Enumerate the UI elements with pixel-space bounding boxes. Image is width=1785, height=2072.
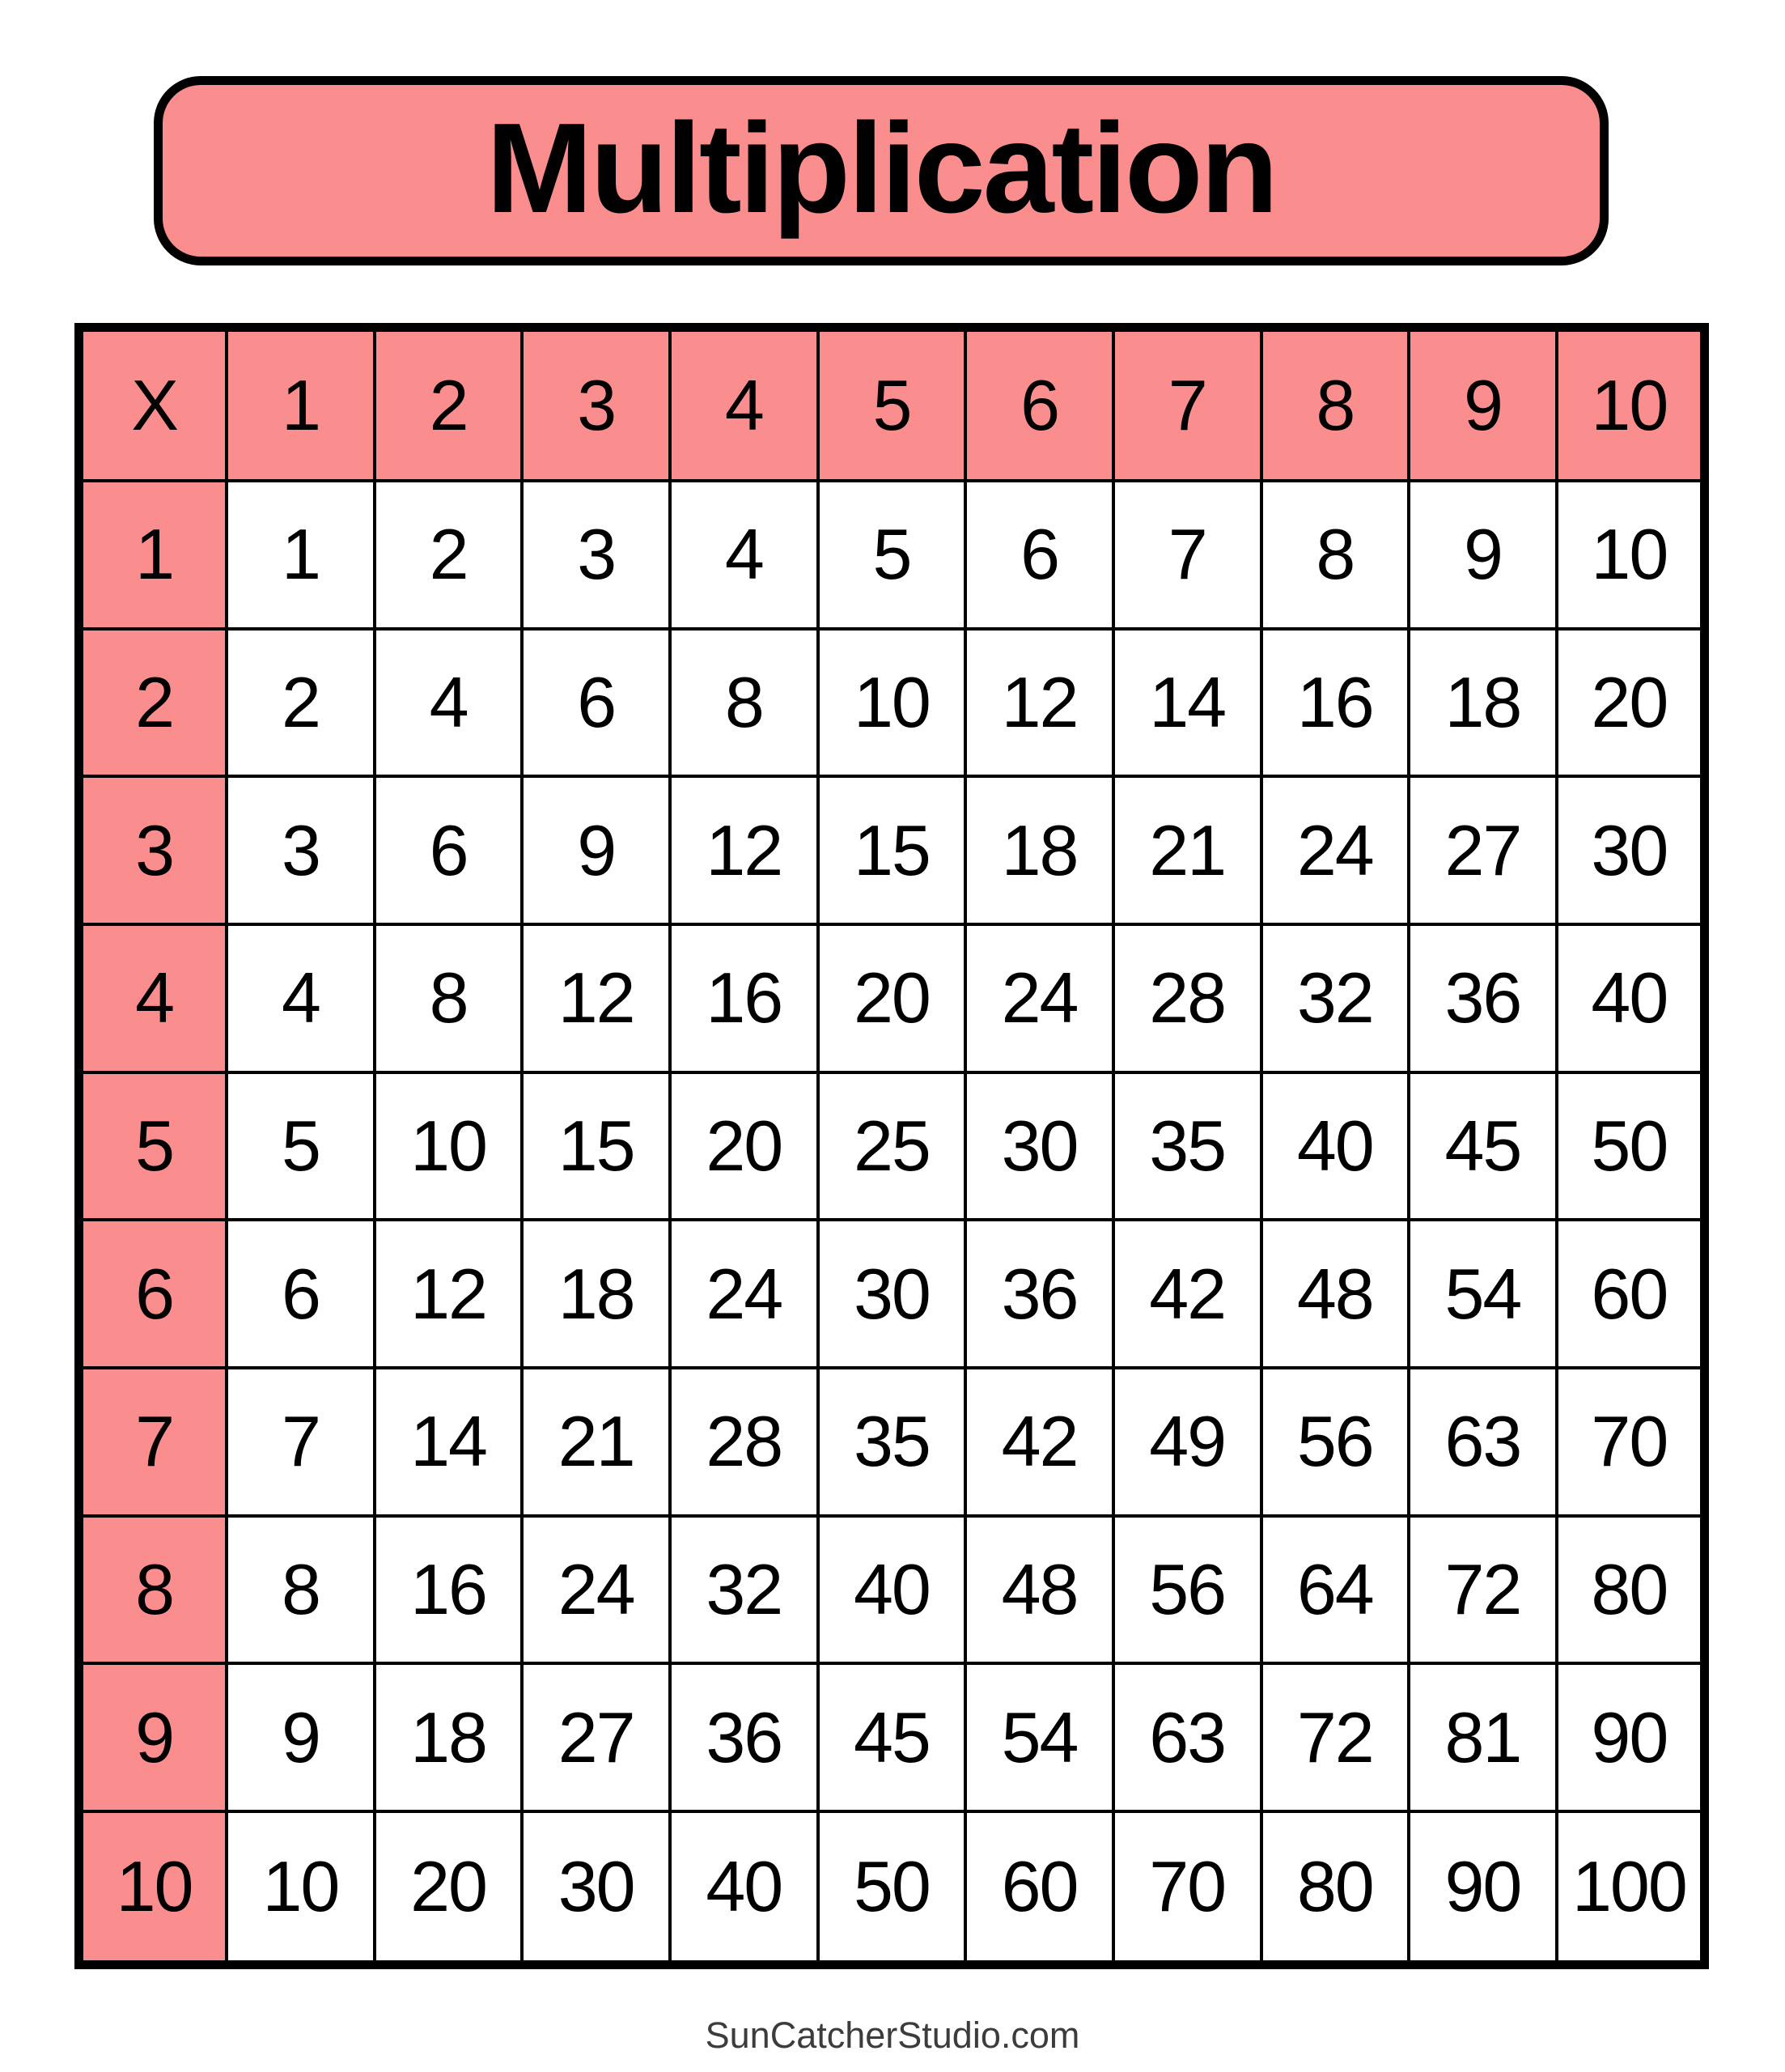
product-cell: 32 bbox=[1261, 924, 1410, 1072]
product-cell: 14 bbox=[1113, 629, 1261, 777]
product-cell: 50 bbox=[818, 1811, 966, 1965]
product-cell: 36 bbox=[1409, 924, 1557, 1072]
product-cell: 27 bbox=[522, 1663, 670, 1811]
product-cell: 35 bbox=[818, 1368, 966, 1516]
product-cell: 30 bbox=[965, 1072, 1113, 1221]
row-header-cell: 10 bbox=[79, 1811, 227, 1965]
product-cell: 12 bbox=[965, 629, 1113, 777]
product-cell: 9 bbox=[522, 776, 670, 924]
product-cell: 4 bbox=[227, 924, 375, 1072]
product-cell: 100 bbox=[1557, 1811, 1705, 1965]
product-cell: 81 bbox=[1409, 1663, 1557, 1811]
product-cell: 56 bbox=[1261, 1368, 1410, 1516]
product-cell: 36 bbox=[965, 1220, 1113, 1368]
product-cell: 54 bbox=[1409, 1220, 1557, 1368]
product-cell: 6 bbox=[375, 776, 523, 924]
product-cell: 20 bbox=[375, 1811, 523, 1965]
product-cell: 30 bbox=[818, 1220, 966, 1368]
product-cell: 72 bbox=[1261, 1663, 1410, 1811]
product-cell: 4 bbox=[670, 481, 818, 629]
table-row bbox=[79, 924, 1705, 1072]
column-header-cell: 6 bbox=[965, 328, 1113, 482]
product-cell: 45 bbox=[818, 1663, 966, 1811]
product-cell: 40 bbox=[1557, 924, 1705, 1072]
row-header-cell: 4 bbox=[79, 924, 227, 1072]
product-cell: 10 bbox=[818, 629, 966, 777]
product-cell: 70 bbox=[1557, 1368, 1705, 1516]
product-cell: 60 bbox=[965, 1811, 1113, 1965]
product-cell: 9 bbox=[1409, 481, 1557, 629]
product-cell: 2 bbox=[375, 481, 523, 629]
table-row bbox=[79, 1072, 1705, 1221]
column-header-cell: 1 bbox=[227, 328, 375, 482]
product-cell: 35 bbox=[1113, 1072, 1261, 1221]
product-cell: 24 bbox=[670, 1220, 818, 1368]
product-cell: 56 bbox=[1113, 1516, 1261, 1664]
product-cell: 63 bbox=[1409, 1368, 1557, 1516]
product-cell: 48 bbox=[965, 1516, 1113, 1664]
product-cell: 6 bbox=[522, 629, 670, 777]
table-row bbox=[79, 481, 1705, 629]
product-cell: 48 bbox=[1261, 1220, 1410, 1368]
footer-credit: SunCatcherStudio.com bbox=[705, 2015, 1080, 2056]
product-cell: 5 bbox=[818, 481, 966, 629]
multiplication-table bbox=[74, 323, 1709, 1969]
product-cell: 32 bbox=[670, 1516, 818, 1664]
product-cell: 28 bbox=[1113, 924, 1261, 1072]
product-cell: 27 bbox=[1409, 776, 1557, 924]
row-header-cell: 5 bbox=[79, 1072, 227, 1221]
product-cell: 64 bbox=[1261, 1516, 1410, 1664]
row-header-cell: 8 bbox=[79, 1516, 227, 1664]
product-cell: 12 bbox=[375, 1220, 523, 1368]
table-row bbox=[79, 1516, 1705, 1664]
table-row bbox=[79, 1663, 1705, 1811]
row-header-cell: 2 bbox=[79, 629, 227, 777]
table-corner-cell: X bbox=[79, 328, 227, 482]
product-cell: 50 bbox=[1557, 1072, 1705, 1221]
product-cell: 3 bbox=[522, 481, 670, 629]
product-cell: 18 bbox=[522, 1220, 670, 1368]
product-cell: 16 bbox=[375, 1516, 523, 1664]
product-cell: 10 bbox=[1557, 481, 1705, 629]
column-header-cell: 10 bbox=[1557, 328, 1705, 482]
product-cell: 18 bbox=[965, 776, 1113, 924]
header-row bbox=[79, 328, 1705, 482]
product-cell: 42 bbox=[1113, 1220, 1261, 1368]
product-cell: 1 bbox=[227, 481, 375, 629]
product-cell: 72 bbox=[1409, 1516, 1557, 1664]
product-cell: 12 bbox=[670, 776, 818, 924]
page-title: Multiplication bbox=[485, 97, 1277, 240]
table-row bbox=[79, 1220, 1705, 1368]
column-header-cell: 4 bbox=[670, 328, 818, 482]
product-cell: 70 bbox=[1113, 1811, 1261, 1965]
product-cell: 9 bbox=[227, 1663, 375, 1811]
table-row bbox=[79, 1368, 1705, 1516]
product-cell: 40 bbox=[670, 1811, 818, 1965]
product-cell: 3 bbox=[227, 776, 375, 924]
column-header-cell: 3 bbox=[522, 328, 670, 482]
column-header-cell: 7 bbox=[1113, 328, 1261, 482]
row-header-cell: 1 bbox=[79, 481, 227, 629]
column-header-cell: 8 bbox=[1261, 328, 1410, 482]
product-cell: 36 bbox=[670, 1663, 818, 1811]
multiplication-table-body bbox=[79, 328, 1705, 1965]
product-cell: 24 bbox=[1261, 776, 1410, 924]
product-cell: 80 bbox=[1261, 1811, 1410, 1965]
product-cell: 6 bbox=[227, 1220, 375, 1368]
product-cell: 8 bbox=[1261, 481, 1410, 629]
row-header-cell: 7 bbox=[79, 1368, 227, 1516]
product-cell: 16 bbox=[1261, 629, 1410, 777]
row-header-cell: 6 bbox=[79, 1220, 227, 1368]
product-cell: 21 bbox=[522, 1368, 670, 1516]
product-cell: 25 bbox=[818, 1072, 966, 1221]
product-cell: 24 bbox=[522, 1516, 670, 1664]
product-cell: 40 bbox=[818, 1516, 966, 1664]
product-cell: 30 bbox=[1557, 776, 1705, 924]
product-cell: 2 bbox=[227, 629, 375, 777]
product-cell: 20 bbox=[1557, 629, 1705, 777]
product-cell: 49 bbox=[1113, 1368, 1261, 1516]
product-cell: 16 bbox=[670, 924, 818, 1072]
product-cell: 90 bbox=[1409, 1811, 1557, 1965]
product-cell: 42 bbox=[965, 1368, 1113, 1516]
row-header-cell: 9 bbox=[79, 1663, 227, 1811]
product-cell: 10 bbox=[375, 1072, 523, 1221]
product-cell: 8 bbox=[375, 924, 523, 1072]
product-cell: 20 bbox=[670, 1072, 818, 1221]
product-cell: 7 bbox=[227, 1368, 375, 1516]
product-cell: 60 bbox=[1557, 1220, 1705, 1368]
product-cell: 63 bbox=[1113, 1663, 1261, 1811]
table-row bbox=[79, 776, 1705, 924]
product-cell: 40 bbox=[1261, 1072, 1410, 1221]
product-cell: 21 bbox=[1113, 776, 1261, 924]
product-cell: 90 bbox=[1557, 1663, 1705, 1811]
product-cell: 18 bbox=[1409, 629, 1557, 777]
row-header-cell: 3 bbox=[79, 776, 227, 924]
product-cell: 8 bbox=[227, 1516, 375, 1664]
product-cell: 30 bbox=[522, 1811, 670, 1965]
product-cell: 54 bbox=[965, 1663, 1113, 1811]
column-header-cell: 9 bbox=[1409, 328, 1557, 482]
column-header-cell: 2 bbox=[375, 328, 523, 482]
product-cell: 15 bbox=[522, 1072, 670, 1221]
product-cell: 12 bbox=[522, 924, 670, 1072]
product-cell: 45 bbox=[1409, 1072, 1557, 1221]
product-cell: 28 bbox=[670, 1368, 818, 1516]
product-cell: 6 bbox=[965, 481, 1113, 629]
product-cell: 14 bbox=[375, 1368, 523, 1516]
product-cell: 80 bbox=[1557, 1516, 1705, 1664]
product-cell: 15 bbox=[818, 776, 966, 924]
table-row bbox=[79, 629, 1705, 777]
table-row bbox=[79, 1811, 1705, 1965]
product-cell: 8 bbox=[670, 629, 818, 777]
title-banner bbox=[154, 76, 1609, 265]
product-cell: 5 bbox=[227, 1072, 375, 1221]
product-cell: 4 bbox=[375, 629, 523, 777]
product-cell: 20 bbox=[818, 924, 966, 1072]
product-cell: 7 bbox=[1113, 481, 1261, 629]
product-cell: 18 bbox=[375, 1663, 523, 1811]
product-cell: 24 bbox=[965, 924, 1113, 1072]
product-cell: 10 bbox=[227, 1811, 375, 1965]
column-header-cell: 5 bbox=[818, 328, 966, 482]
